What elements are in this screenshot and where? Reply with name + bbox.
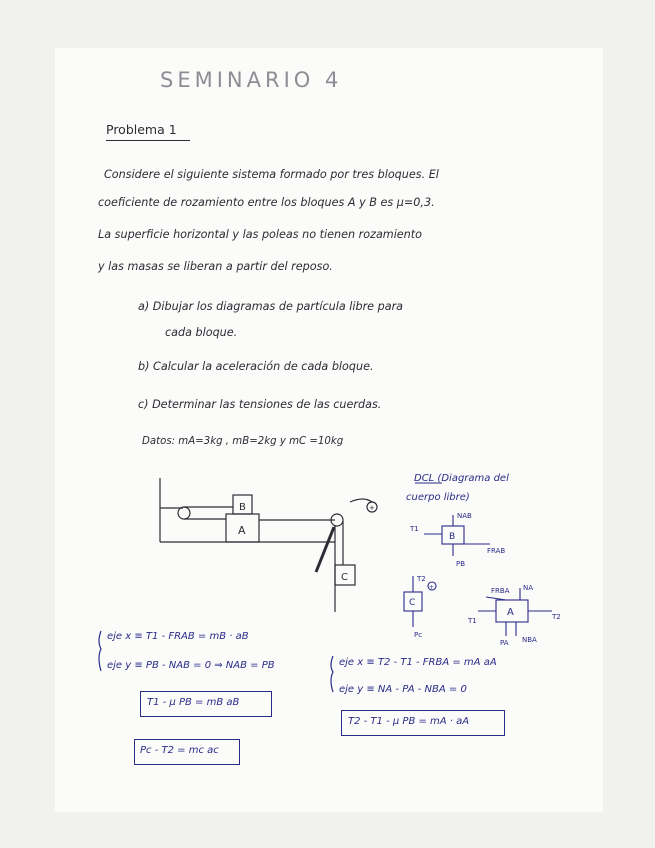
dcl-b-weight-label: PB bbox=[456, 560, 466, 568]
statement-line-2: coeficiente de rozamiento entre los bloques A y B es μ=0,3. bbox=[98, 196, 435, 209]
eq-a-box-text: T2 - T1 - μ PB = mA · aA bbox=[348, 716, 470, 727]
dcl-b-normal-label: NAB bbox=[457, 512, 472, 520]
brace-b bbox=[99, 631, 101, 671]
eq-b-y: eje y ≡ PB - NAB = 0 ⇒ NAB = PB bbox=[107, 660, 275, 671]
problem-title: Problema 1 bbox=[106, 122, 177, 137]
data-line: Datos: mA=3kg , mB=2kg y mC =10kg bbox=[142, 436, 344, 447]
statement-line-1: Considere el siguiente sistema formado por tres bloques. El bbox=[104, 168, 439, 181]
dcl-title-line-1: DCL (Diagrama del bbox=[414, 473, 509, 484]
dcl-b-friction-label: FRAB bbox=[487, 547, 506, 555]
dcl-c-block-label: C bbox=[409, 598, 416, 608]
dcl-c-weight-label: Pc bbox=[414, 631, 423, 639]
brace-a bbox=[331, 656, 333, 692]
block-b-label: B bbox=[239, 502, 246, 513]
dcl-a-nba-label: NBA bbox=[522, 636, 537, 644]
dcl-title-line-2: cuerpo libre) bbox=[406, 492, 470, 503]
eq-c-box-text: Pc - T2 = mc ac bbox=[140, 745, 219, 756]
task-c: c) Determinar las tensiones de las cuerdas. bbox=[138, 398, 382, 411]
dcl-b-block-label: B bbox=[449, 532, 456, 542]
statement-line-3: La superficie horizontal y las poleas no tienen rozamiento bbox=[98, 228, 423, 241]
page-title: SEMINARIO 4 bbox=[160, 68, 343, 92]
eq-b-box-text: T1 - μ PB = mB aB bbox=[147, 697, 240, 708]
task-b: b) Calcular la aceleración de cada bloque. bbox=[138, 360, 374, 373]
dcl-b-tension-label: T1 bbox=[410, 525, 419, 533]
dcl-a-weight-label: PA bbox=[500, 639, 509, 647]
eq-b-x: eje x ≡ T1 - FRAB = mB · aB bbox=[107, 631, 249, 642]
task-a-line-1: a) Dibujar los diagramas de partícula libre para bbox=[138, 300, 404, 313]
dcl-c-tension-label: T2 bbox=[417, 575, 426, 583]
positive-marker: + bbox=[369, 504, 375, 512]
block-a-label: A bbox=[238, 524, 246, 537]
dcl-c-positive-label: + bbox=[429, 584, 435, 591]
eq-a-y: eje y ≡ NA - PA - NBA = 0 bbox=[339, 684, 467, 695]
dcl-a-t2-label: T2 bbox=[552, 613, 561, 621]
dcl-a-friction-label: FRBA bbox=[491, 587, 510, 595]
statement-line-4: y las masas se liberan a partir del reposo. bbox=[98, 260, 333, 273]
task-a-line-2: cada bloque. bbox=[165, 326, 238, 339]
eq-a-x: eje x ≡ T2 - T1 - FRBA = mA aA bbox=[339, 657, 497, 668]
dcl-a-t1-label: T1 bbox=[468, 617, 477, 625]
dcl-a-normal-label: NA bbox=[523, 584, 534, 592]
block-c-label: C bbox=[341, 572, 348, 583]
dcl-a-block-label: A bbox=[507, 607, 514, 618]
